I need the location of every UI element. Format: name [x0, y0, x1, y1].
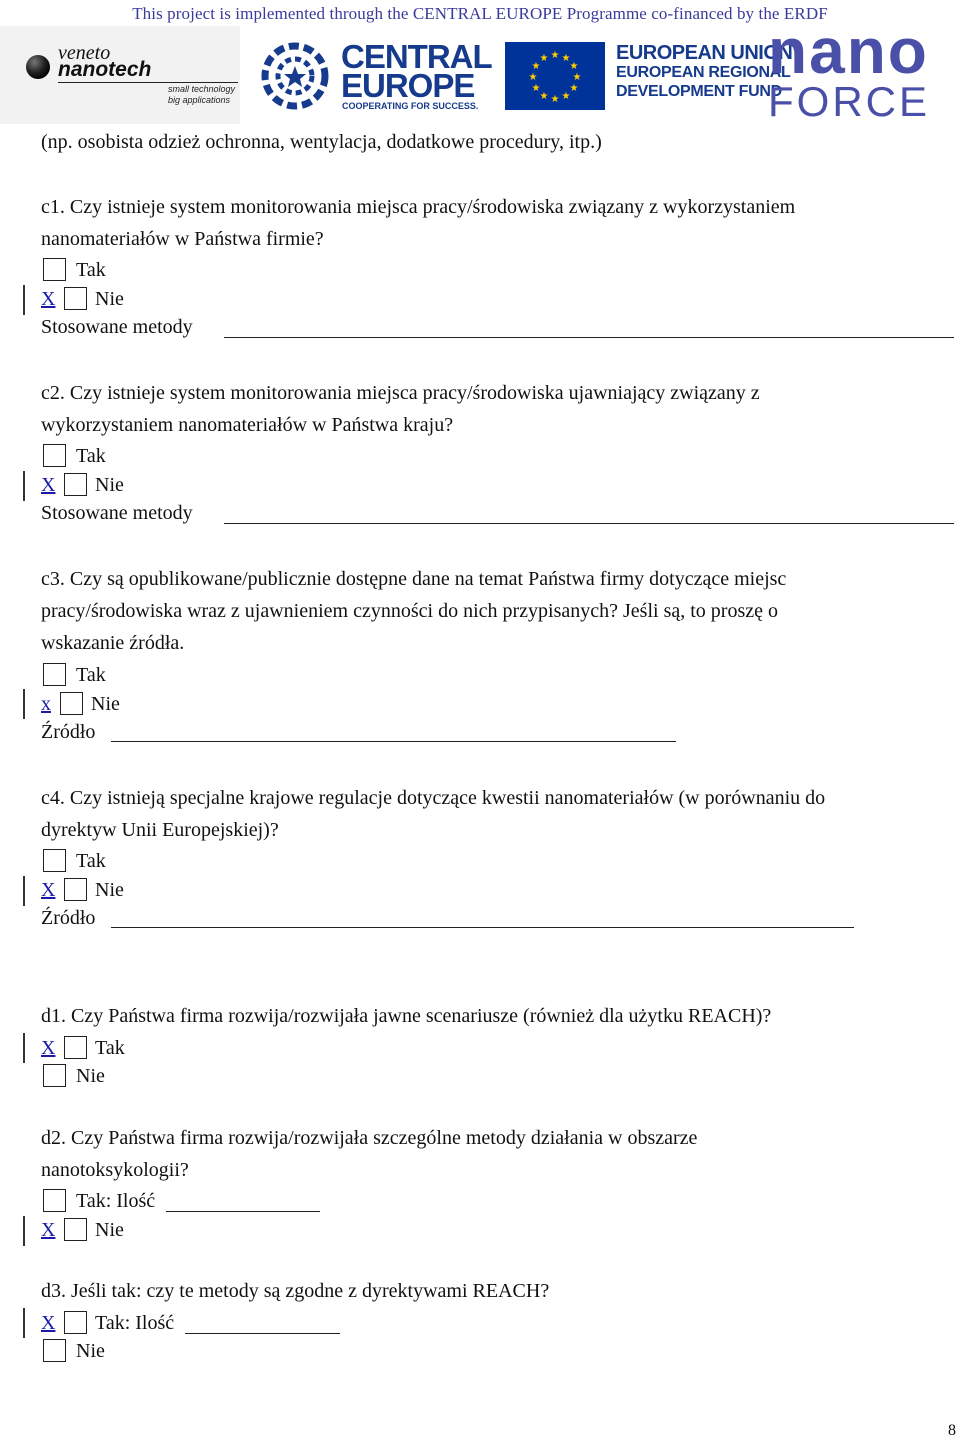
eu-line-3: DEVELOPMENT FUND — [616, 83, 782, 100]
d1-yes-checkbox[interactable] — [64, 1036, 87, 1059]
c1-methods-field[interactable] — [224, 337, 954, 338]
c3-no-mark: x — [41, 693, 51, 715]
svg-text:★: ★ — [561, 91, 571, 102]
c1-yes-label: Tak — [76, 259, 106, 281]
svg-text:★: ★ — [550, 50, 560, 61]
logo-veneto-text: veneto — [58, 42, 111, 64]
change-bar — [23, 285, 25, 315]
d3-yes-checkbox[interactable] — [64, 1311, 87, 1334]
d2-no-checkbox[interactable] — [64, 1218, 87, 1241]
d2-yes-label: Tak: Ilość — [76, 1190, 156, 1212]
logo-ce-tagline: COOPERATING FOR SUCCESS. — [342, 101, 479, 111]
d3-yes-mark: X — [41, 1312, 56, 1334]
question-c4-line2: dyrektyw Unii Europejskiej)? — [41, 819, 279, 841]
logo-europe-text: EUROPE — [341, 67, 475, 104]
question-c1-line2: nanomateriałów w Państwa firmie? — [41, 228, 324, 250]
logo-divider — [58, 82, 238, 83]
c4-source-field[interactable] — [111, 927, 854, 928]
eu-fund-logo — [616, 44, 792, 101]
c2-no-label: Nie — [95, 474, 124, 496]
c1-no-checkbox[interactable] — [64, 287, 87, 310]
d3-yes-label: Tak: Ilość — [95, 1312, 175, 1334]
nanoforce-logo — [768, 15, 954, 125]
logo-force-text: FORCE — [768, 78, 930, 125]
d2-yes-checkbox[interactable] — [43, 1189, 66, 1212]
c3-source-field[interactable] — [111, 741, 676, 742]
svg-text:★: ★ — [531, 61, 541, 72]
question-d2-line1: d2. Czy Państwa firma rozwija/rozwijała szczególne metody działania w obszarze — [41, 1127, 698, 1149]
d3-quantity-field[interactable] — [185, 1333, 340, 1334]
header-banner: This project is implemented through the CENTRAL EUROPE Programme co-financed by the ERDF — [132, 4, 828, 23]
svg-text:★: ★ — [550, 94, 560, 105]
d2-no-mark: X — [41, 1219, 56, 1241]
c3-yes-label: Tak — [76, 664, 106, 686]
c3-no-checkbox[interactable] — [60, 692, 83, 715]
change-bar — [23, 1216, 25, 1246]
svg-text:★: ★ — [569, 61, 579, 72]
central-europe-logo — [255, 38, 492, 113]
c2-methods-label: Stosowane metody — [41, 502, 193, 524]
page-number: 8 — [948, 1422, 956, 1439]
d2-quantity-field[interactable] — [166, 1211, 320, 1212]
logo-tagline-2: big applications — [168, 95, 231, 105]
question-c2-line1: c2. Czy istnieje system monitorowania miejsca pracy/środowiska ujawniający związany z — [41, 382, 760, 404]
logo-nano-text: nano — [768, 15, 929, 87]
c4-no-checkbox[interactable] — [64, 878, 87, 901]
d1-yes-label: Tak — [95, 1037, 125, 1059]
c4-yes-checkbox[interactable] — [43, 849, 66, 872]
c3-yes-checkbox[interactable] — [43, 663, 66, 686]
c1-yes-checkbox[interactable] — [43, 258, 66, 281]
question-c3-line2: pracy/środowiska wraz z ujawnieniem czynności do nich przypisanych? Jeśli są, to proszę o — [41, 600, 778, 622]
c4-no-mark: X — [41, 879, 56, 901]
logo-strip — [0, 15, 960, 126]
nanotech-sphere-icon — [26, 55, 50, 79]
svg-text:★: ★ — [572, 72, 582, 83]
question-d1-line1: d1. Czy Państwa firma rozwija/rozwijała jawne scenariusze (również dla użytku REACH)? — [41, 1005, 772, 1027]
logo-nanotech-text: nanotech — [58, 58, 152, 81]
question-c1-line1: c1. Czy istnieje system monitorowania miejsca pracy/środowiska związany z wykorzystaniem — [41, 196, 796, 218]
c4-source-label: Źródło — [41, 907, 96, 929]
question-c4-line1: c4. Czy istnieją specjalne krajowe regulacje dotyczące kwestii nanomateriałów (w porównaniu do — [41, 787, 826, 809]
d1-no-checkbox[interactable] — [43, 1064, 66, 1087]
d2-no-label: Nie — [95, 1219, 124, 1241]
svg-text:★: ★ — [531, 83, 541, 94]
c2-no-checkbox[interactable] — [64, 473, 87, 496]
question-d3-line1: d3. Jeśli tak: czy te metody są zgodne z dyrektywami REACH? — [41, 1280, 550, 1302]
logo-tagline-1: small technology — [168, 84, 236, 94]
veneto-nanotech-logo — [0, 26, 240, 124]
svg-text:★: ★ — [528, 72, 538, 83]
question-d2-line2: nanotoksykologii? — [41, 1159, 189, 1181]
question-c2-line2: wykorzystaniem nanomateriałów w Państwa kraju? — [41, 414, 454, 436]
d3-no-label: Nie — [76, 1340, 105, 1362]
eu-flag-icon — [505, 42, 605, 110]
c1-no-label: Nie — [95, 288, 124, 310]
svg-text:★: ★ — [569, 83, 579, 94]
change-bar — [23, 1308, 25, 1338]
eu-line-1: EUROPEAN UNION — [616, 42, 793, 64]
d3-no-checkbox[interactable] — [43, 1339, 66, 1362]
c1-methods-label: Stosowane metody — [41, 316, 193, 338]
d1-yes-mark: X — [41, 1037, 56, 1059]
svg-text:★: ★ — [561, 53, 571, 64]
c2-methods-field[interactable] — [224, 523, 954, 524]
svg-text:★: ★ — [539, 91, 549, 102]
change-bar — [23, 471, 25, 501]
change-bar — [23, 876, 25, 906]
question-c3-line3: wskazanie źródła. — [41, 632, 185, 654]
change-bar — [23, 689, 25, 719]
c2-no-mark: X — [41, 474, 56, 496]
eu-line-2: EUROPEAN REGIONAL — [616, 64, 791, 81]
c3-no-label: Nie — [91, 693, 120, 715]
star-ring-icon — [255, 38, 335, 113]
logo-central-text: CENTRAL — [341, 38, 492, 75]
c2-yes-checkbox[interactable] — [43, 444, 66, 467]
c4-yes-label: Tak — [76, 850, 106, 872]
c4-no-label: Nie — [95, 879, 124, 901]
change-bar — [23, 1033, 25, 1063]
c2-yes-label: Tak — [76, 445, 106, 467]
c1-no-mark: X — [41, 288, 56, 310]
c3-source-label: Źródło — [41, 721, 96, 743]
d1-no-label: Nie — [76, 1065, 105, 1087]
question-c3-line1: c3. Czy są opublikowane/publicznie dostępne dane na temat Państwa firmy dotyczące miejsc — [41, 568, 787, 590]
intro-text: (np. osobista odzież ochronna, wentylacja, dodatkowe procedury, itp.) — [41, 131, 602, 153]
svg-text:★: ★ — [539, 53, 549, 64]
